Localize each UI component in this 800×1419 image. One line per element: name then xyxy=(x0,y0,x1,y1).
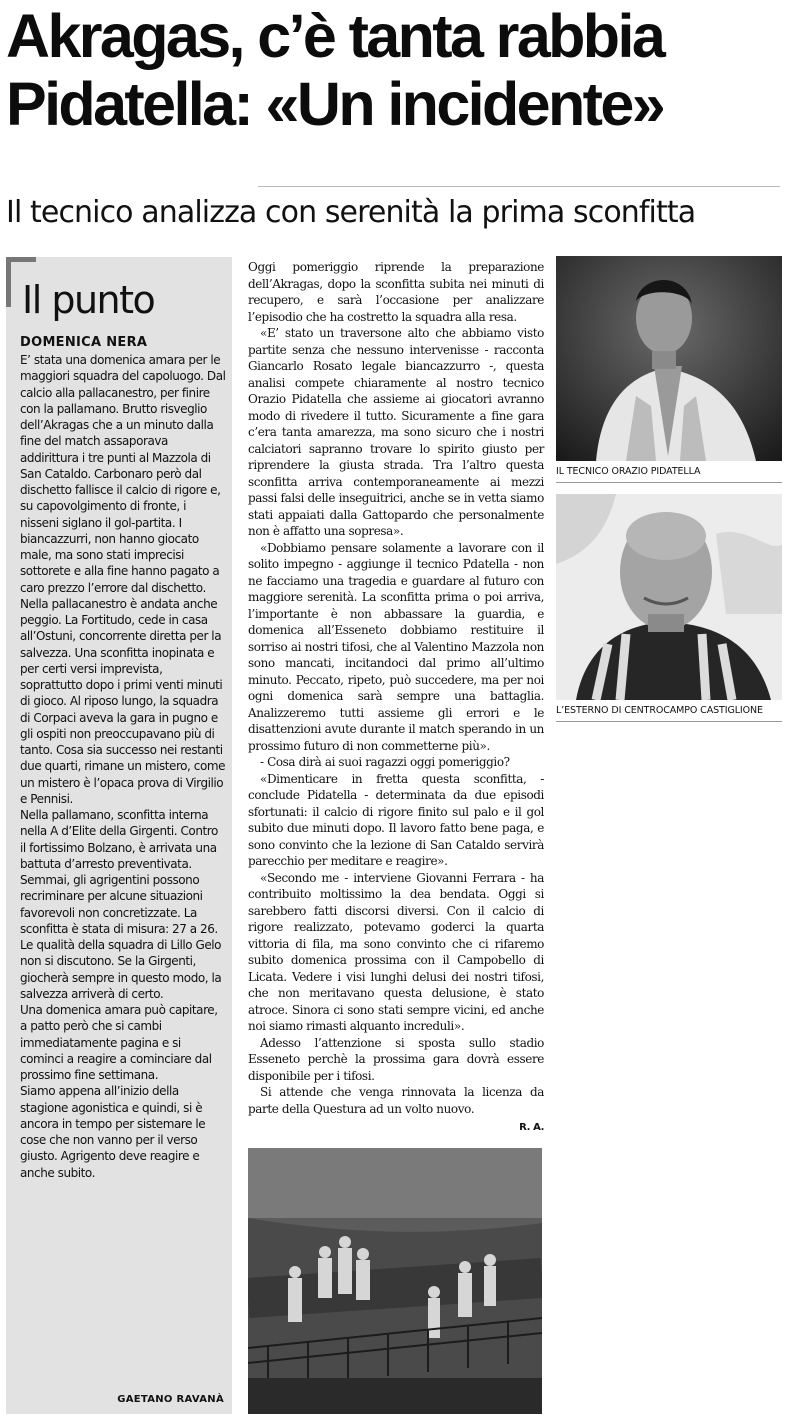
sidebar-paragraph: Nella pallamano, sconfitta interna nella A d’Elite della Girgenti. Contro il fortissimo Bolzano, è arrivata una battuta d’arresto preventivata. Semmai, gli agrigentini possono recriminare per alcune situazioni favorevoli non concretizzate. La sconfitta è stata di misura: 27 a 26. Le qualità della squadra di Lillo Gelo non si discutono. Se la Girgenti, giocherà sempre in questo modo, la salvezza arriverà di certo. xyxy=(20,808,222,1001)
team-photo xyxy=(248,1148,542,1414)
headline xyxy=(6,2,796,138)
coach-photo xyxy=(556,256,782,461)
sidebar-title: Il punto xyxy=(22,278,155,322)
article-paragraph: «E’ stato un traversone alto che abbiamo visto partite senza che nessuno intervenisse - racconta Giancarlo Rosato legale biancazzurro -, questa analisi compete chiaramente al nostro tecnico Orazio Pidatella che assieme ai giocatori avranno modo di rivedere il tutto. Sicuramente a fine gara c’era tanta amarezza, ma sono sicuro che i nostri calciatori sapranno trovare lo spirito giusto per riprendere la giusta strada. Tra l’altro questa sconfitta arriva contemporaneamente ai mezzi passi falsi delle inseguitrici, anche se in vetta siamo stati appaiati dalla Gattopardo che personalmente non è affatto una sopresa». xyxy=(248,326,544,538)
article-signature: R. A. xyxy=(519,1122,544,1133)
headline-line-1: Akragas, c’è tanta rabbia xyxy=(6,2,664,70)
sidebar-paragraph: Siamo appena all’inizio della stagione agonistica e quindi, si è ancora in tempo per sistemare le cose che non vanno per il verso giusto. Agrigento deve reagire e anche subito. xyxy=(20,1084,206,1180)
article-paragraph: Adesso l’attenzione si sposta sullo stadio Esseneto perchè la prossima gara dovrà essere disponibile per i tifosi. xyxy=(248,1035,544,1083)
coach-caption-rule xyxy=(556,482,782,483)
sidebar-body xyxy=(20,352,226,1181)
article-paragraph: Oggi pomeriggio riprende la preparazione dell’Akragas, dopo la sconfitta subita nei minuti di recupero, e sarà l’occasione per analizzare l’episodio che ha costretto la squadra alla resa. xyxy=(248,260,544,324)
sidebar-corner-mark xyxy=(6,257,11,307)
article-paragraph: «Secondo me - interviene Giovanni Ferrara - ha contribuito moltissimo la dea bendata. Oggi si sarebbero fatti discorsi diversi. Con il calcio di rigore realizzato, potevamo goderci la quarta vittoria di fila, ma sono convinto che ci rifaremo subito domenica prossima con il Campobello di Licata. Vedere i visi lunghi delusi dei nostri tifosi, che non meritavano questa delusione, è stato atroce. Sinora ci sono stati sempre vicini, ed anche noi siamo rimasti alquanto increduli». xyxy=(248,870,544,1033)
headline-line-2: Pidatella: «Un incidente» xyxy=(6,70,664,138)
coach-photo-caption: IL TECNICO ORAZIO PIDATELLA xyxy=(556,466,701,477)
article-paragraph: Si attende che venga rinnovata la licenza da parte della Questura ad un volto nuovo. xyxy=(248,1085,544,1116)
article-body xyxy=(248,259,544,1137)
player-photo xyxy=(556,494,782,700)
player-photo-caption: L’ESTERNO DI CENTROCAMPO CASTIGLIONE xyxy=(556,705,763,716)
subtitle: Il tecnico analizza con serenità la prima sconfitta xyxy=(6,195,696,230)
player-caption-rule xyxy=(556,721,782,722)
headline-divider xyxy=(258,186,780,187)
sidebar-paragraph: E’ stata una domenica amara per le maggiori squadra del capoluogo. Dal calcio alla pallacanestro, per finire con la pallamano. Brutto risveglio dell’Akragas che a un minuto dalla fine del match assaporava addirittura i tre punti al Mazzola di San Cataldo. Carbonaro però dal dischetto fallisce il calcio di rigore e, su capovolgimento di fronte, i nisseni siglano il gol-partita. I biancazzurri, non hanno giocato male, ma sono stati imprecisi sottorete e alla fine hanno pagato a caro prezzo l’errore dal dischetto. xyxy=(20,353,226,595)
sidebar-kicker: DOMENICA NERA xyxy=(20,335,148,350)
article-paragraph: «Dobbiamo pensare solamente a lavorare con il solito impegno - aggiunge il tecnico Pdatella - non ne facciamo una tragedia e guardare al futuro con maggiore serenità. La sconfitta prima o poi arriva, l’importante è non abbassare la guardia, e domenica all’Esseneto dobbiamo restituire il sorriso ai nostri tifosi, che al Valentino Mazzola non sono mancati, incitandoci dal primo all’ultimo minuto. Peccato, ripeto, può succedere, ma per noi ogni domenica sarà sempre una battaglia. Analizzeremo tutti assieme gli errori e le disattenzioni avute durante il match sperando in un prossimo futuro di non commetterne più». xyxy=(248,540,544,753)
sidebar-paragraph: Una domenica amara può capitare, a patto però che si cambi immediatamente pagina e si cominci a reagire a cominciare dal prossimo fine settimana. xyxy=(20,1003,218,1082)
article-paragraph: «Dimenticare in fretta questa sconfitta, - conclude Pidatella - determinata da due episodi sfortunati: il calcio di rigore finito sul palo e il gol subito due minuti dopo. Il lavoro fatto bene paga, e sono convinto che la lezione di San Cataldo servirà parecchio per meditare e reagire». xyxy=(248,771,544,868)
sidebar-paragraph: Nella pallacanestro è andata anche peggio. La Fortitudo, cede in casa all’Ostuni, concorrente diretta per la salvezza. Una sconfitta inopinata e per certi versi imprevista, soprattutto dopo i primi venti minuti di gioco. Al riposo lungo, la squadra di Corpaci aveva la gara in pugno e gli ospiti non preoccupavano più di tanto. Cosa sia successo nei restanti due quarti, rimane un mistero, come un mistero è l’opaca prova di Virgilio e Pennisi. xyxy=(20,596,226,806)
sidebar-corner-mark-top xyxy=(6,257,36,262)
sidebar-signature: GAETANO RAVANÀ xyxy=(117,1394,224,1405)
article-paragraph: - Cosa dirà ai suoi ragazzi oggi pomeriggio? xyxy=(260,755,510,769)
